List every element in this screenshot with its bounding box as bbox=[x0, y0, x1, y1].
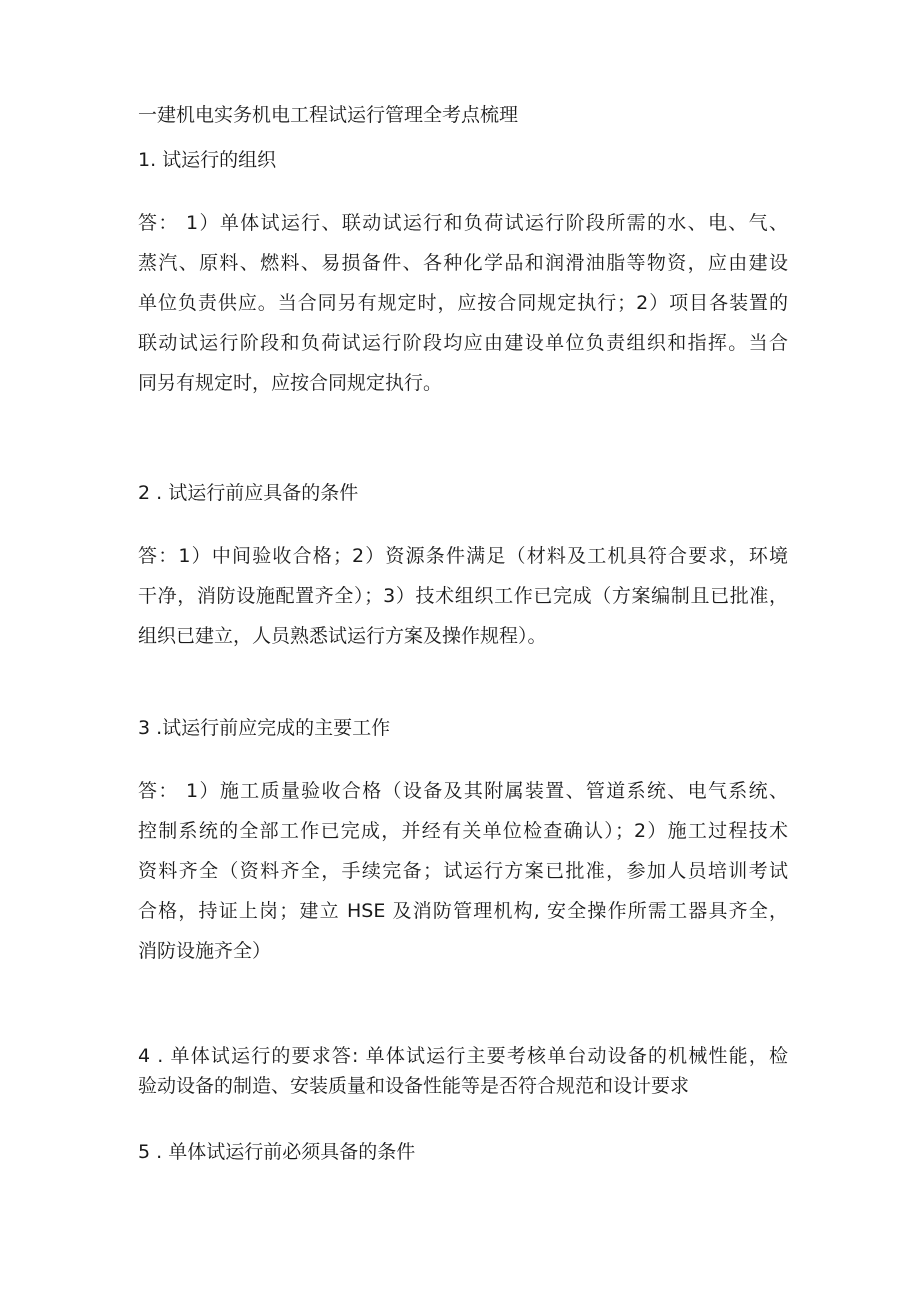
section-1-heading: 1. 试运行的组织 bbox=[138, 149, 277, 171]
section-2-heading: 2 . 试运行前应具备的条件 bbox=[138, 482, 359, 504]
answer-line: 答：1）中间验收合格；2）资源条件满足（材料及工机具符合要求，环境 bbox=[138, 545, 788, 567]
answer-line: 资料齐全（资料齐全，手续完备；试运行方案已批准，参加人员培训考试 bbox=[138, 860, 788, 882]
section-3-answer bbox=[138, 771, 788, 971]
answer-line: 联动试运行阶段和负荷试运行阶段均应由建设单位负责组织和指挥。当合 bbox=[138, 332, 788, 354]
answer-line: 合格，持证上岗；建立 HSE 及消防管理机构, 安全操作所需工器具齐全， bbox=[138, 900, 788, 922]
section-4 bbox=[138, 1041, 788, 1101]
document-title: 一建机电实务机电工程试运行管理全考点梳理 bbox=[138, 104, 519, 126]
section-1-answer bbox=[138, 203, 788, 403]
section-4-heading: 4 . 单体试运行的要求答: 单体试运行主要考核单台动设备的机械性能，检 bbox=[138, 1045, 788, 1067]
section-2-answer bbox=[138, 536, 788, 656]
answer-line: 消防设施齐全） bbox=[138, 940, 272, 962]
answer-line: 单位负责供应。当合同另有规定时，应按合同规定执行；2）项目各装置的 bbox=[138, 292, 788, 314]
answer-line: 组织已建立，人员熟悉试运行方案及操作规程）。 bbox=[138, 625, 547, 647]
section-5-heading: 5 . 单体试运行前必须具备的条件 bbox=[138, 1141, 416, 1163]
section-3-heading: 3 .试运行前应完成的主要工作 bbox=[138, 717, 391, 739]
answer-line: 答： 1）施工质量验收合格（设备及其附属装置、管道系统、电气系统、 bbox=[138, 780, 788, 802]
answer-line: 蒸汽、原料、燃料、易损备件、各种化学品和润滑油脂等物资，应由建设 bbox=[138, 252, 788, 274]
answer-line: 验动设备的制造、安装质量和设备性能等是否符合规范和设计要求 bbox=[138, 1075, 690, 1097]
answer-line: 控制系统的全部工作已完成，并经有关单位检查确认）；2）施工过程技术 bbox=[138, 820, 788, 842]
answer-line: 同另有规定时，应按合同规定执行。 bbox=[138, 372, 443, 394]
answer-line: 干净，消防设施配置齐全）；3）技术组织工作已完成（方案编制且已批准， bbox=[138, 585, 788, 607]
answer-line: 答： 1）单体试运行、联动试运行和负荷试运行阶段所需的水、电、气、 bbox=[138, 212, 788, 234]
